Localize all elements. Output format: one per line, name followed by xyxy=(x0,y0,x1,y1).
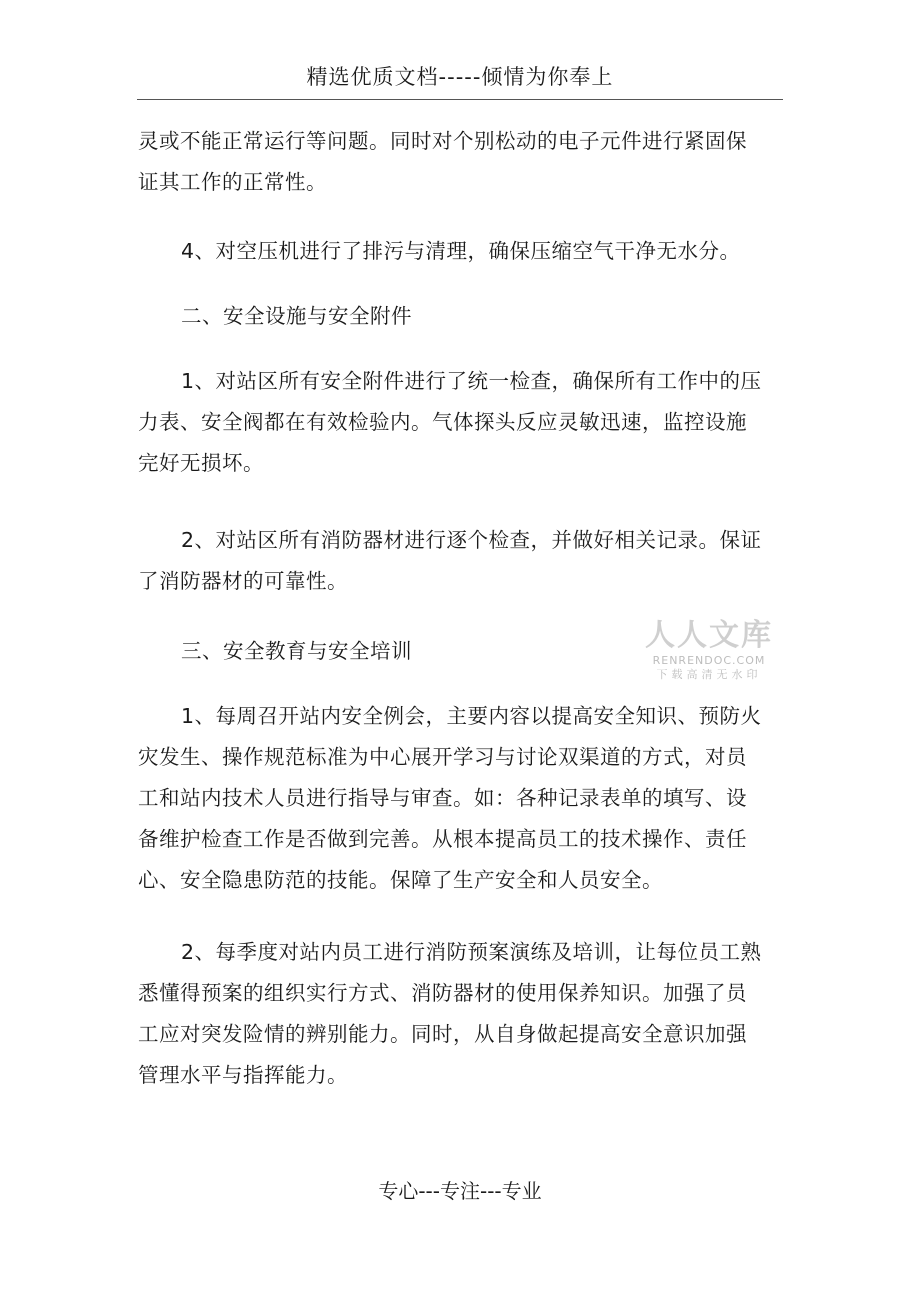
text-line: 4、对空压机进行了排污与清理，确保压缩空气干净无水分。 xyxy=(181,239,741,263)
text-line: 灾发生、操作规范标准为中心展开学习与讨论双渠道的方式，对员 xyxy=(138,745,747,769)
page-header: 精选优质文档-----倾情为你奉上 xyxy=(306,65,614,89)
text-line: 了消防器材的可靠性。 xyxy=(138,569,348,593)
text-line: 证其工作的正常性。 xyxy=(138,170,327,194)
text-line: 2、每季度对站内员工进行消防预案演练及培训，让每位员工熟 xyxy=(181,940,762,964)
text-line: 1、每周召开站内安全例会，主要内容以提高安全知识、预防火 xyxy=(181,704,762,728)
paragraph-safety-item-2 xyxy=(138,520,783,602)
paragraph-education-item-1 xyxy=(138,696,783,901)
watermark-logo xyxy=(644,618,774,682)
text-line: 力表、安全阀都在有效检验内。气体探头反应灵敏迅速，监控设施 xyxy=(138,410,747,434)
watermark-domain: RENRENDOC.COM xyxy=(652,654,766,667)
text-line: 管理水平与指挥能力。 xyxy=(138,1063,348,1087)
text-line: 灵或不能正常运行等问题。同时对个别松动的电子元件进行紧固保 xyxy=(138,129,747,153)
text-line: 2、对站区所有消防器材进行逐个检查，并做好相关记录。保证 xyxy=(181,528,762,552)
header-divider xyxy=(137,99,783,100)
text-line: 二、安全设施与安全附件 xyxy=(181,304,412,328)
watermark-slogan: 下载高清无水印 xyxy=(656,668,762,681)
section-heading-safety-facilities xyxy=(138,296,783,337)
paragraph-education-item-2 xyxy=(138,932,783,1096)
paragraph-safety-item-1 xyxy=(138,361,783,484)
text-line: 心、安全隐患防范的技能。保障了生产安全和人员安全。 xyxy=(138,868,663,892)
text-line: 工应对突发险情的辨别能力。同时，从自身做起提高安全意识加强 xyxy=(138,1022,747,1046)
paragraph-continuation xyxy=(138,121,783,203)
text-line: 工和站内技术人员进行指导与审查。如：各种记录表单的填写、设 xyxy=(138,786,747,810)
page-footer: 专心---专注---专业 xyxy=(378,1179,542,1203)
text-line: 三、安全教育与安全培训 xyxy=(181,639,412,663)
text-line: 1、对站区所有安全附件进行了统一检查，确保所有工作中的压 xyxy=(181,369,762,393)
text-line: 悉懂得预案的组织实行方式、消防器材的使用保养知识。加强了员 xyxy=(138,981,747,1005)
watermark-title: 人人文库 xyxy=(645,618,773,653)
paragraph-item-4 xyxy=(138,231,783,272)
text-line: 备维护检查工作是否做到完善。从根本提高员工的技术操作、责任 xyxy=(138,827,747,851)
text-line: 完好无损坏。 xyxy=(138,451,264,475)
